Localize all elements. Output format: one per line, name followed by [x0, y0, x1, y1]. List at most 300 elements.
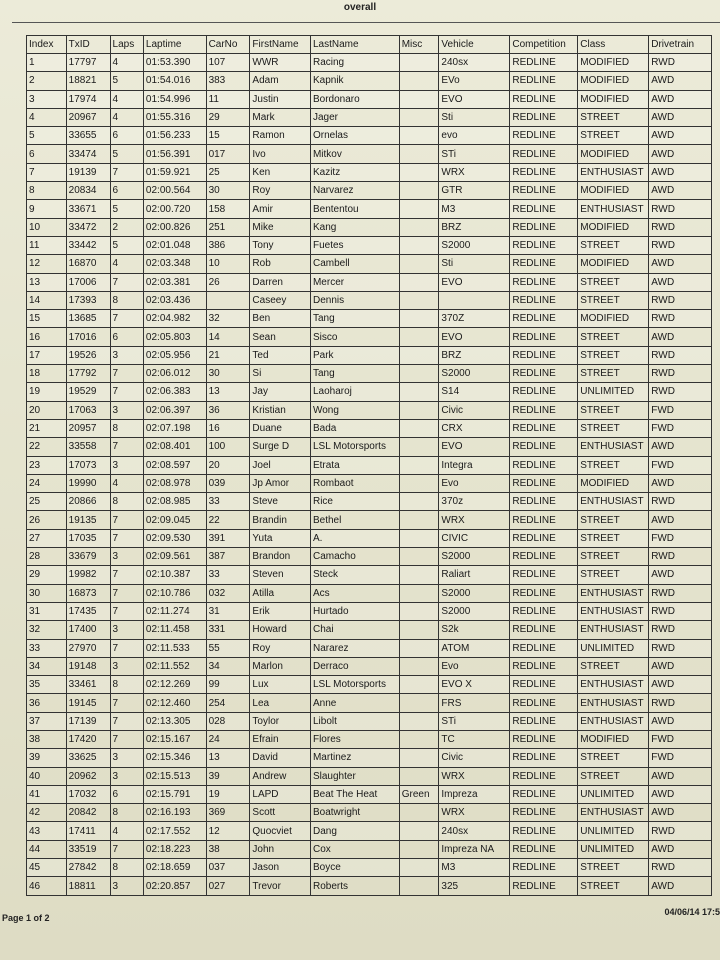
cell-lastname: Boatwright [310, 804, 399, 822]
cell-firstname: Jay [250, 383, 311, 401]
cell-laps: 4 [110, 54, 143, 72]
cell-firstname: Mark [250, 108, 311, 126]
cell-txid: 17393 [66, 291, 110, 309]
table-row [27, 804, 712, 822]
cell-lastname: Park [310, 346, 399, 364]
cell-carno: 369 [206, 804, 250, 822]
cell-firstname: Quocviet [250, 822, 311, 840]
cell-index: 44 [27, 840, 67, 858]
cell-drivetrain: RWD [649, 218, 712, 236]
cell-lastname: Martinez [310, 749, 399, 767]
cell-vehicle: evo [439, 127, 510, 145]
cell-carno: 33 [206, 493, 250, 511]
cell-laptime: 02:20.857 [143, 877, 206, 895]
cell-lastname: Libolt [310, 712, 399, 730]
cell-class: STREET [578, 127, 649, 145]
cell-txid: 19990 [66, 474, 110, 492]
cell-lastname: LSL Motorsports [310, 438, 399, 456]
cell-txid: 33655 [66, 127, 110, 145]
cell-competition: REDLINE [510, 419, 578, 437]
cell-misc [399, 218, 439, 236]
cell-lastname: Steck [310, 566, 399, 584]
cell-competition: REDLINE [510, 493, 578, 511]
cell-lastname: Flores [310, 730, 399, 748]
cell-laps: 4 [110, 474, 143, 492]
table-row [27, 712, 712, 730]
table-row [27, 145, 712, 163]
cell-carno: 017 [206, 145, 250, 163]
cell-carno: 30 [206, 365, 250, 383]
cell-laptime: 02:04.982 [143, 310, 206, 328]
cell-drivetrain: FWD [649, 419, 712, 437]
table-row [27, 785, 712, 803]
cell-laps: 7 [110, 566, 143, 584]
cell-laps: 7 [110, 602, 143, 620]
cell-misc [399, 419, 439, 437]
cell-class: UNLIMITED [578, 785, 649, 803]
cell-carno: 20 [206, 456, 250, 474]
cell-index: 28 [27, 548, 67, 566]
cell-misc [399, 712, 439, 730]
cell-laptime: 02:03.436 [143, 291, 206, 309]
cell-index: 19 [27, 383, 67, 401]
cell-txid: 33558 [66, 438, 110, 456]
cell-txid: 13685 [66, 310, 110, 328]
cell-competition: REDLINE [510, 90, 578, 108]
cell-firstname: Jason [250, 859, 311, 877]
cell-vehicle: TC [439, 730, 510, 748]
cell-firstname: David [250, 749, 311, 767]
cell-drivetrain: RWD [649, 694, 712, 712]
cell-vehicle: ATOM [439, 639, 510, 657]
cell-lastname: Fuetes [310, 236, 399, 254]
table-row [27, 749, 712, 767]
cell-firstname: Ken [250, 163, 311, 181]
cell-competition: REDLINE [510, 474, 578, 492]
cell-laptime: 02:15.346 [143, 749, 206, 767]
cell-misc [399, 383, 439, 401]
cell-firstname: Jp Amor [250, 474, 311, 492]
table-row [27, 419, 712, 437]
cell-competition: REDLINE [510, 346, 578, 364]
cell-index: 30 [27, 584, 67, 602]
cell-carno: 30 [206, 182, 250, 200]
table-row [27, 621, 712, 639]
cell-firstname: Ramon [250, 127, 311, 145]
cell-index: 2 [27, 72, 67, 90]
cell-laps: 7 [110, 694, 143, 712]
cell-carno: 254 [206, 694, 250, 712]
cell-class: ENTHUSIAST [578, 676, 649, 694]
cell-laptime: 01:59.921 [143, 163, 206, 181]
cell-firstname: LAPD [250, 785, 311, 803]
cell-firstname: Adam [250, 72, 311, 90]
cell-laptime: 02:15.791 [143, 785, 206, 803]
cell-vehicle: WRX [439, 163, 510, 181]
column-header-laps: Laps [110, 36, 143, 54]
table-row [27, 548, 712, 566]
cell-index: 20 [27, 401, 67, 419]
cell-lastname: Dennis [310, 291, 399, 309]
cell-drivetrain: AWD [649, 108, 712, 126]
cell-lastname: Chai [310, 621, 399, 639]
cell-misc [399, 90, 439, 108]
table-row [27, 310, 712, 328]
cell-drivetrain: RWD [649, 291, 712, 309]
cell-index: 34 [27, 657, 67, 675]
cell-vehicle: 240sx [439, 54, 510, 72]
cell-txid: 17974 [66, 90, 110, 108]
cell-drivetrain: AWD [649, 273, 712, 291]
cell-laps: 6 [110, 127, 143, 145]
cell-laps: 7 [110, 383, 143, 401]
cell-txid: 17063 [66, 401, 110, 419]
cell-index: 43 [27, 822, 67, 840]
cell-laps: 7 [110, 730, 143, 748]
page-number: Page 1 of 2 [2, 913, 50, 923]
cell-carno: 16 [206, 419, 250, 437]
cell-firstname: Lux [250, 676, 311, 694]
cell-carno: 10 [206, 255, 250, 273]
cell-laps: 7 [110, 511, 143, 529]
cell-vehicle: FRS [439, 694, 510, 712]
cell-carno: 032 [206, 584, 250, 602]
cell-firstname: John [250, 840, 311, 858]
results-table [26, 35, 712, 896]
table-row [27, 730, 712, 748]
cell-laptime: 02:15.513 [143, 767, 206, 785]
cell-class: ENTHUSIAST [578, 602, 649, 620]
cell-lastname: Anne [310, 694, 399, 712]
cell-drivetrain: AWD [649, 163, 712, 181]
cell-txid: 16870 [66, 255, 110, 273]
cell-vehicle: EVO [439, 438, 510, 456]
cell-vehicle: S14 [439, 383, 510, 401]
cell-laps: 7 [110, 438, 143, 456]
cell-index: 5 [27, 127, 67, 145]
cell-vehicle: Evo [439, 657, 510, 675]
cell-competition: REDLINE [510, 822, 578, 840]
cell-drivetrain: RWD [649, 346, 712, 364]
cell-firstname: Efrain [250, 730, 311, 748]
cell-competition: REDLINE [510, 621, 578, 639]
cell-vehicle: 240sx [439, 822, 510, 840]
table-row [27, 456, 712, 474]
cell-laps: 5 [110, 236, 143, 254]
cell-class: MODIFIED [578, 54, 649, 72]
cell-drivetrain: AWD [649, 840, 712, 858]
cell-vehicle: BRZ [439, 218, 510, 236]
cell-class: UNLIMITED [578, 383, 649, 401]
cell-laptime: 02:03.381 [143, 273, 206, 291]
cell-competition: REDLINE [510, 877, 578, 895]
table-row [27, 54, 712, 72]
cell-firstname: Joel [250, 456, 311, 474]
cell-competition: REDLINE [510, 401, 578, 419]
cell-drivetrain: RWD [649, 310, 712, 328]
cell-lastname: A. [310, 529, 399, 547]
cell-carno: 21 [206, 346, 250, 364]
cell-vehicle: Impreza NA [439, 840, 510, 858]
cell-misc [399, 200, 439, 218]
cell-vehicle: S2000 [439, 365, 510, 383]
column-header-lastname: LastName [310, 36, 399, 54]
cell-laptime: 02:07.198 [143, 419, 206, 437]
cell-index: 13 [27, 273, 67, 291]
column-header-drivetrain: Drivetrain [649, 36, 712, 54]
cell-misc [399, 474, 439, 492]
cell-lastname: Bententou [310, 200, 399, 218]
column-header-carno: CarNo [206, 36, 250, 54]
cell-competition: REDLINE [510, 804, 578, 822]
cell-laps: 3 [110, 749, 143, 767]
cell-laptime: 02:05.956 [143, 346, 206, 364]
table-row [27, 566, 712, 584]
cell-txid: 20957 [66, 419, 110, 437]
cell-carno: 158 [206, 200, 250, 218]
cell-drivetrain: RWD [649, 621, 712, 639]
table-row [27, 218, 712, 236]
cell-txid: 33519 [66, 840, 110, 858]
cell-firstname: Howard [250, 621, 311, 639]
cell-drivetrain: FWD [649, 401, 712, 419]
cell-misc [399, 877, 439, 895]
cell-vehicle: Integra [439, 456, 510, 474]
cell-firstname: Roy [250, 182, 311, 200]
cell-laps: 5 [110, 72, 143, 90]
cell-vehicle: WRX [439, 804, 510, 822]
cell-drivetrain: RWD [649, 859, 712, 877]
cell-drivetrain: AWD [649, 676, 712, 694]
header-row [27, 36, 712, 54]
cell-lastname: Cambell [310, 255, 399, 273]
column-header-txid: TxID [66, 36, 110, 54]
cell-firstname: WWR [250, 54, 311, 72]
cell-laps: 8 [110, 859, 143, 877]
cell-index: 37 [27, 712, 67, 730]
cell-vehicle: GTR [439, 182, 510, 200]
cell-competition: REDLINE [510, 566, 578, 584]
cell-class: STREET [578, 273, 649, 291]
cell-misc [399, 639, 439, 657]
cell-class: MODIFIED [578, 474, 649, 492]
cell-competition: REDLINE [510, 310, 578, 328]
cell-index: 9 [27, 200, 67, 218]
cell-laps: 6 [110, 785, 143, 803]
cell-class: STREET [578, 548, 649, 566]
report-title: overall [343, 2, 377, 13]
cell-competition: REDLINE [510, 145, 578, 163]
cell-carno: 24 [206, 730, 250, 748]
cell-firstname: Tony [250, 236, 311, 254]
cell-class: STREET [578, 291, 649, 309]
cell-competition: REDLINE [510, 767, 578, 785]
cell-laptime: 02:00.826 [143, 218, 206, 236]
cell-carno: 38 [206, 840, 250, 858]
table-row [27, 602, 712, 620]
cell-competition: REDLINE [510, 730, 578, 748]
table-row [27, 200, 712, 218]
cell-index: 39 [27, 749, 67, 767]
cell-firstname: Steve [250, 493, 311, 511]
cell-class: STREET [578, 236, 649, 254]
cell-lastname: Kapnik [310, 72, 399, 90]
cell-drivetrain: AWD [649, 145, 712, 163]
cell-firstname: Kristian [250, 401, 311, 419]
cell-laps: 3 [110, 401, 143, 419]
cell-laptime: 02:11.533 [143, 639, 206, 657]
cell-txid: 17035 [66, 529, 110, 547]
cell-laptime: 01:53.390 [143, 54, 206, 72]
cell-carno: 037 [206, 859, 250, 877]
cell-txid: 16873 [66, 584, 110, 602]
table-row [27, 438, 712, 456]
cell-laptime: 01:56.391 [143, 145, 206, 163]
cell-drivetrain: FWD [649, 456, 712, 474]
cell-laps: 2 [110, 218, 143, 236]
cell-class: MODIFIED [578, 90, 649, 108]
cell-competition: REDLINE [510, 602, 578, 620]
cell-carno: 22 [206, 511, 250, 529]
table-row [27, 365, 712, 383]
cell-vehicle: Civic [439, 749, 510, 767]
cell-carno: 29 [206, 108, 250, 126]
cell-class: ENTHUSIAST [578, 584, 649, 602]
cell-txid: 17435 [66, 602, 110, 620]
cell-laptime: 02:09.561 [143, 548, 206, 566]
cell-firstname: Steven [250, 566, 311, 584]
cell-txid: 19526 [66, 346, 110, 364]
cell-misc [399, 127, 439, 145]
table-row [27, 163, 712, 181]
cell-competition: REDLINE [510, 328, 578, 346]
cell-index: 46 [27, 877, 67, 895]
cell-competition: REDLINE [510, 163, 578, 181]
cell-misc [399, 310, 439, 328]
table-body [27, 54, 712, 896]
cell-class: UNLIMITED [578, 822, 649, 840]
cell-firstname: Atilla [250, 584, 311, 602]
cell-laps: 7 [110, 365, 143, 383]
cell-vehicle: EVO X [439, 676, 510, 694]
cell-firstname: Andrew [250, 767, 311, 785]
cell-competition: REDLINE [510, 548, 578, 566]
column-header-firstname: FirstName [250, 36, 311, 54]
cell-laps: 3 [110, 767, 143, 785]
cell-drivetrain: AWD [649, 785, 712, 803]
cell-carno: 12 [206, 822, 250, 840]
table-row [27, 182, 712, 200]
cell-vehicle: EVo [439, 72, 510, 90]
cell-class: STREET [578, 749, 649, 767]
cell-class: MODIFIED [578, 218, 649, 236]
table-row [27, 493, 712, 511]
cell-lastname: Roberts [310, 877, 399, 895]
cell-carno: 25 [206, 163, 250, 181]
cell-vehicle: Sti [439, 108, 510, 126]
cell-lastname: Mercer [310, 273, 399, 291]
cell-txid: 17400 [66, 621, 110, 639]
cell-carno: 386 [206, 236, 250, 254]
cell-laptime: 02:05.803 [143, 328, 206, 346]
cell-carno: 100 [206, 438, 250, 456]
cell-laps: 3 [110, 548, 143, 566]
cell-index: 1 [27, 54, 67, 72]
cell-index: 25 [27, 493, 67, 511]
cell-misc [399, 346, 439, 364]
cell-index: 22 [27, 438, 67, 456]
cell-index: 40 [27, 767, 67, 785]
cell-competition: REDLINE [510, 859, 578, 877]
cell-competition: REDLINE [510, 456, 578, 474]
cell-class: MODIFIED [578, 182, 649, 200]
cell-lastname: Nararez [310, 639, 399, 657]
cell-txid: 20962 [66, 767, 110, 785]
cell-vehicle: 370Z [439, 310, 510, 328]
cell-laps: 4 [110, 255, 143, 273]
cell-laps: 4 [110, 822, 143, 840]
cell-txid: 19148 [66, 657, 110, 675]
cell-competition: REDLINE [510, 291, 578, 309]
cell-misc [399, 566, 439, 584]
cell-txid: 33625 [66, 749, 110, 767]
cell-competition: REDLINE [510, 749, 578, 767]
cell-laptime: 02:16.193 [143, 804, 206, 822]
cell-firstname: Mike [250, 218, 311, 236]
cell-misc [399, 511, 439, 529]
cell-misc [399, 584, 439, 602]
cell-laptime: 02:17.552 [143, 822, 206, 840]
cell-carno: 028 [206, 712, 250, 730]
cell-drivetrain: AWD [649, 255, 712, 273]
table-row [27, 346, 712, 364]
title-divider [12, 22, 720, 23]
cell-txid: 27970 [66, 639, 110, 657]
cell-drivetrain: AWD [649, 877, 712, 895]
cell-misc [399, 859, 439, 877]
cell-index: 32 [27, 621, 67, 639]
cell-firstname: Brandin [250, 511, 311, 529]
cell-competition: REDLINE [510, 840, 578, 858]
cell-laptime: 02:12.269 [143, 676, 206, 694]
cell-misc [399, 548, 439, 566]
cell-class: ENTHUSIAST [578, 712, 649, 730]
cell-drivetrain: RWD [649, 365, 712, 383]
table-row [27, 72, 712, 90]
cell-vehicle: S2000 [439, 584, 510, 602]
cell-laptime: 02:06.383 [143, 383, 206, 401]
cell-drivetrain: RWD [649, 200, 712, 218]
cell-competition: REDLINE [510, 365, 578, 383]
table-row [27, 255, 712, 273]
cell-laps: 7 [110, 639, 143, 657]
column-header-index: Index [27, 36, 67, 54]
cell-misc [399, 72, 439, 90]
cell-vehicle: S2k [439, 621, 510, 639]
cell-competition: REDLINE [510, 200, 578, 218]
cell-laps: 7 [110, 163, 143, 181]
cell-misc [399, 365, 439, 383]
cell-index: 41 [27, 785, 67, 803]
cell-firstname: Duane [250, 419, 311, 437]
cell-class: MODIFIED [578, 255, 649, 273]
cell-competition: REDLINE [510, 694, 578, 712]
cell-index: 33 [27, 639, 67, 657]
cell-laps: 3 [110, 621, 143, 639]
cell-class: ENTHUSIAST [578, 493, 649, 511]
cell-vehicle: Civic [439, 401, 510, 419]
table-row [27, 401, 712, 419]
